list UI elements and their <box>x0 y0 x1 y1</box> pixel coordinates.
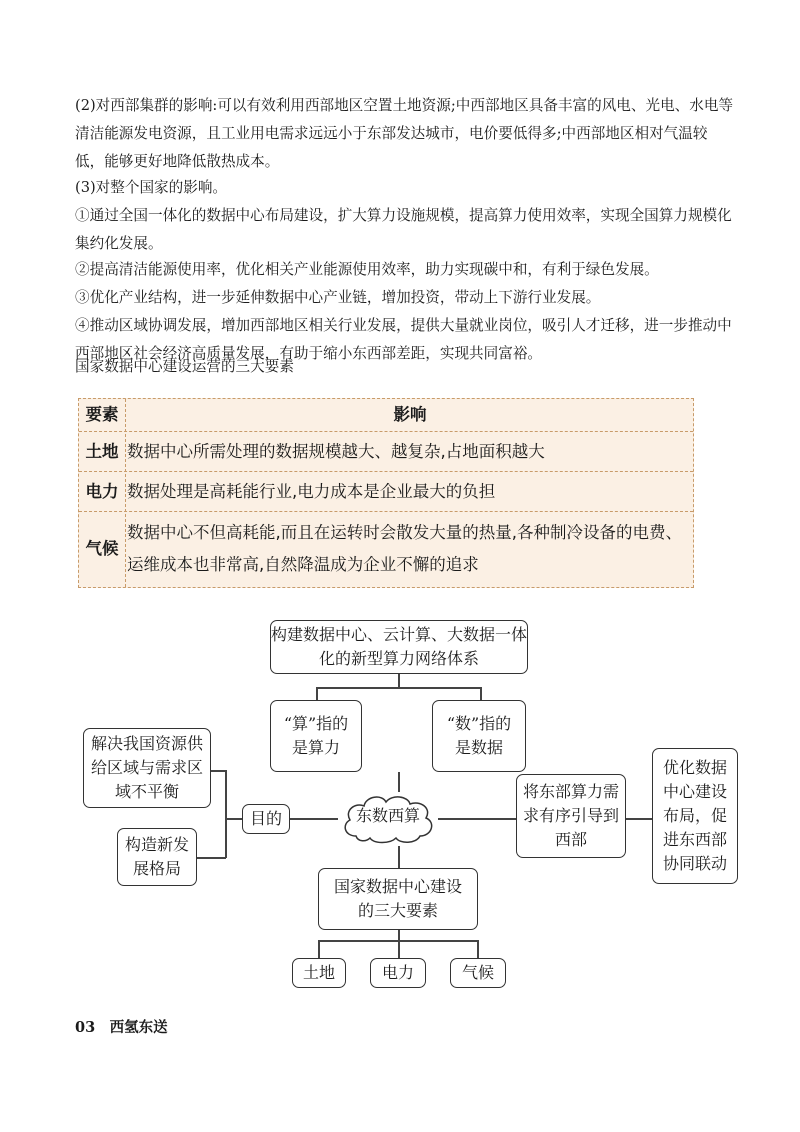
paragraph-point-2: ②提高清洁能源使用率，优化相关产业能源使用效率，助力实现碳中和，有利于绿色发展。 <box>75 261 659 278</box>
connector <box>318 940 320 958</box>
connector <box>225 818 242 820</box>
factors-table <box>78 398 694 588</box>
table-row-key: 气候 <box>85 539 119 558</box>
node-purpose <box>242 804 290 834</box>
node-leaf-climate <box>450 958 506 988</box>
table-divider <box>125 399 126 587</box>
connector <box>398 846 400 868</box>
node-purpose-label: 目的 <box>249 809 282 828</box>
node-leaf-power-label: 电力 <box>381 963 414 982</box>
node-suan <box>270 700 362 772</box>
connector <box>477 940 479 958</box>
node-purpose-b-label: 构造新发展格局 <box>124 835 189 878</box>
connector <box>626 818 652 820</box>
table-row-key: 土地 <box>85 442 119 461</box>
node-bottom-label: 国家数据中心建设的三大要素 <box>333 877 462 920</box>
table-row-value: 数据中心不但高耗能,而且在运转时会散发大量的热量,各种制冷设备的电费、运维成本也非常高,自然降温成为企业不懈的追求 <box>127 523 682 574</box>
connector <box>210 770 226 772</box>
node-purpose-a-label: 解决我国资源供给区域与需求区域不平衡 <box>90 734 203 801</box>
node-top-label: 构建数据中心、云计算、大数据一体化的新型算力网络体系 <box>271 625 528 668</box>
paragraph-point-1: ①通过全国一体化的数据中心布局建设，扩大算力设施规模，提高算力使用效率，实现全国算力规模化集约化发展。 <box>75 207 732 252</box>
connector <box>290 818 338 820</box>
connector <box>316 687 318 701</box>
node-leaf-land-label: 土地 <box>302 963 335 982</box>
paragraph-point-3: ③优化产业结构，进一步延伸数据中心产业链，增加投资，带动上下游行业发展。 <box>75 289 601 306</box>
connector <box>398 940 400 958</box>
connector <box>196 857 226 859</box>
node-suan-label: “算”指的是算力 <box>283 714 349 757</box>
table-row-divider <box>79 431 693 432</box>
paragraph-point-4: ④推动区域协调发展，增加西部地区相关行业发展，提供大量就业岗位，吸引人才迁移，进一步推动中西部地区社会经济高质量发展，有助于缩小东西部差距，实现共同富裕。 <box>75 317 732 362</box>
connector <box>438 818 516 820</box>
table-caption: 国家数据中心建设运营的三大要素 <box>75 358 294 375</box>
table-header-value: 影响 <box>393 405 427 424</box>
table-header-key: 要素 <box>85 405 119 424</box>
table-row-value: 数据处理是高耗能行业,电力成本是企业最大的负担 <box>127 482 496 501</box>
connector <box>398 672 400 688</box>
connector <box>398 772 400 792</box>
node-center: 东数西算 <box>355 806 420 825</box>
node-shu <box>432 700 526 772</box>
node-right-2 <box>652 748 738 884</box>
node-purpose-a <box>83 728 211 808</box>
paragraph-nation-impact: (3)对整个国家的影响。 <box>75 179 228 196</box>
node-leaf-climate-label: 气候 <box>461 963 494 982</box>
table-row-value: 数据中心所需处理的数据规模越大、越复杂,占地面积越大 <box>127 442 545 461</box>
paragraph-west-impact: (2)对西部集群的影响:可以有效利用西部地区空置土地资源;中西部地区具备丰富的风电、光电、水电等清洁能源发电资源，且工业用电需求远远小于东部发达城市，电价要低得多;中西部地区相对气温较低，能够更好地降低散热成本。 <box>75 97 734 170</box>
node-leaf-land <box>292 958 346 988</box>
table-row-divider <box>79 511 693 512</box>
table-row-key: 电力 <box>85 482 119 501</box>
node-leaf-power <box>370 958 426 988</box>
connector <box>316 687 481 689</box>
node-right-1 <box>516 774 626 858</box>
node-right-1-label: 将东部算力需求有序引导到西部 <box>523 782 620 849</box>
section-heading: 03 西氢东送 <box>75 1019 168 1036</box>
connector <box>480 687 482 701</box>
table-row-divider <box>79 471 693 472</box>
node-right-2-label: 优化数据中心建设布局，促进东西部协同联动 <box>662 758 727 873</box>
connector <box>225 770 227 858</box>
node-purpose-b <box>117 828 197 886</box>
node-bottom <box>318 868 478 930</box>
node-shu-label: “数”指的是数据 <box>446 714 512 757</box>
node-top <box>270 620 528 674</box>
